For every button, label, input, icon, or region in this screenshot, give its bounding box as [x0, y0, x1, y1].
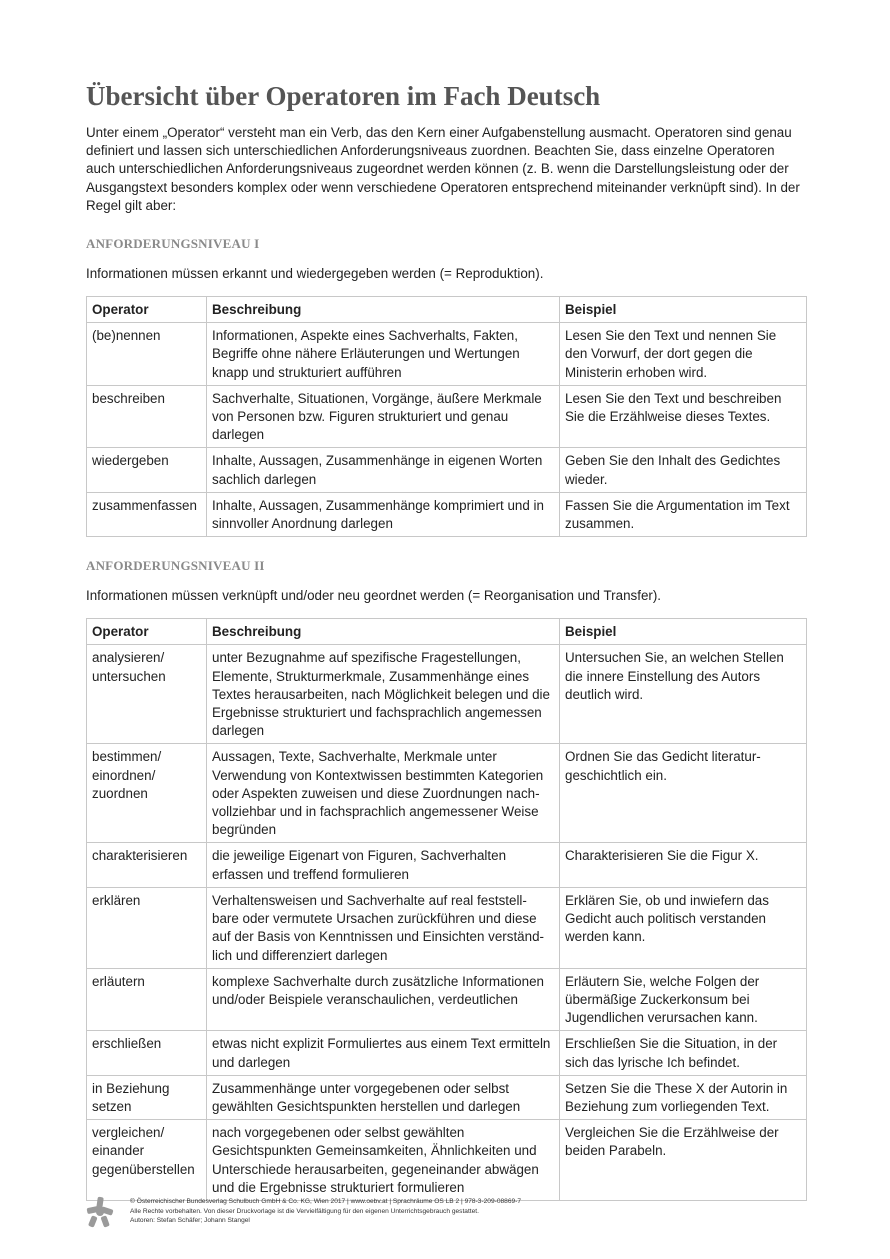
footer-text — [130, 1197, 521, 1226]
table-header-row — [87, 619, 807, 645]
description-cell: komplexe Sachverhalte durch zusätzliche Informationen und/oder Beispiele veranschaulichen, verdeutlichen — [207, 968, 560, 1031]
level2-lead: Informationen müssen verknüpft und/oder neu geordnet werden (= Reorganisation und Transfer). — [86, 588, 662, 604]
table-row — [87, 448, 807, 492]
description-cell: Inhalte, Aussagen, Zusammenhänge komprimiert und in sinnvoller Anordnung darlegen — [207, 492, 560, 536]
example-cell: Charakterisieren Sie die Figur X. — [560, 843, 807, 887]
example-cell: Untersuchen Sie, an welchen Stellen die innere Einstellung des Autors deutlich wird. — [560, 645, 807, 744]
header-operator: Operator — [87, 619, 207, 645]
table-row — [87, 645, 807, 744]
description-cell: unter Bezugnahme auf spezifische Fragestellungen, Elemente, Strukturmerkmale, Zusammenhänge eines Textes herausarbeiten, nach Möglichkeit belegen und die Ergebnisse strukturiert und fachsprachlich angemessen darlegen — [207, 645, 560, 744]
description-cell: Verhaltensweisen und Sachverhalte auf real feststell- bare oder vermutete Ursachen zurückführen und diese auf der Basis von Kenntnissen und Einsichten verständ- lich und differenziert darlegen — [207, 887, 560, 968]
operator-cell: erläutern — [87, 968, 207, 1031]
operator-cell: charakterisieren — [87, 843, 207, 887]
header-example: Beispiel — [560, 619, 807, 645]
footer-authors: Autoren: Stefan Schäfer; Johann Stangel — [130, 1217, 250, 1225]
description-cell: etwas nicht explizit Formuliertes aus einem Text ermitteln und darlegen — [207, 1031, 560, 1075]
table-row — [87, 968, 807, 1031]
description-cell: Sachverhalte, Situationen, Vorgänge, äußere Merkmale von Personen bzw. Figuren strukturiert und genau darlegen — [207, 385, 560, 448]
table-row — [87, 1031, 807, 1075]
table-row — [87, 744, 807, 843]
operator-cell: beschreiben — [87, 385, 207, 448]
page-footer — [86, 1196, 806, 1232]
header-example: Beispiel — [560, 297, 807, 323]
operator-cell: wiedergeben — [87, 448, 207, 492]
operator-cell: erschließen — [87, 1031, 207, 1075]
operator-cell: analysieren/ untersuchen — [87, 645, 207, 744]
description-cell: nach vorgegebenen oder selbst gewählten Gesichtspunkten Gemeinsamkeiten, Ähnlichkeiten und Unterschiede herausarbeiten, gegeneinander abwägen und die Ergebnisse strukturiert formulieren — [207, 1120, 560, 1201]
description-cell: Zusammenhänge unter vorgegebenen oder selbst gewählten Gesichtspunkten herstellen und darlegen — [207, 1075, 560, 1119]
example-cell: Erläutern Sie, welche Folgen der übermäßige Zuckerkonsum bei Jugendlichen verursachen kann. — [560, 968, 807, 1031]
example-cell: Fassen Sie die Argumentation im Text zusammen. — [560, 492, 807, 536]
table-row — [87, 843, 807, 887]
table-row — [87, 887, 807, 968]
level2-heading: ANFORDERUNGSNIVEAU II — [86, 558, 265, 574]
table-row — [87, 1120, 807, 1201]
level1-table — [86, 296, 807, 537]
header-operator: Operator — [87, 297, 207, 323]
table-row — [87, 1075, 807, 1119]
example-cell: Lesen Sie den Text und nennen Sie den Vorwurf, der dort gegen die Ministerin erhoben wird. — [560, 323, 807, 386]
example-cell: Geben Sie den Inhalt des Gedichtes wieder. — [560, 448, 807, 492]
level2-table — [86, 618, 807, 1201]
example-cell: Erschließen Sie die Situation, in der sich das lyrische Ich befindet. — [560, 1031, 807, 1075]
operator-cell: zusammenfassen — [87, 492, 207, 536]
example-cell: Lesen Sie den Text und beschreiben Sie die Erzählweise dieses Textes. — [560, 385, 807, 448]
footer-rights: Alle Rechte vorbehalten. Von dieser Druckvorlage ist die Vervielfältigung für den eigenen Unterrichtsgebrauch gestattet. — [130, 1207, 479, 1215]
oebv-logo-icon — [86, 1196, 114, 1228]
table-header-row — [87, 297, 807, 323]
description-cell: Aussagen, Texte, Sachverhalte, Merkmale unter Verwendung von Kontextwissen bestimmten Kategorien oder Aspekten zuweisen und diese Zuordnungen nach- vollziehbar und in fachsprachlich angemessener Weise begründen — [207, 744, 560, 843]
description-cell: Inhalte, Aussagen, Zusammenhänge in eigenen Worten sachlich darlegen — [207, 448, 560, 492]
operator-cell: in Beziehung setzen — [87, 1075, 207, 1119]
operator-cell: bestimmen/ einordnen/ zuordnen — [87, 744, 207, 843]
example-cell: Setzen Sie die These X der Autorin in Beziehung zum vorliegenden Text. — [560, 1075, 807, 1119]
description-cell: die jeweilige Eigenart von Figuren, Sachverhalten erfassen und treffend formulieren — [207, 843, 560, 887]
example-cell: Ordnen Sie das Gedicht literatur- geschichtlich ein. — [560, 744, 807, 843]
page-title: Übersicht über Operatoren im Fach Deutsch — [86, 81, 601, 111]
operator-cell: erklären — [87, 887, 207, 968]
header-description: Beschreibung — [207, 297, 560, 323]
operator-cell: (be)nennen — [87, 323, 207, 386]
table-row — [87, 492, 807, 536]
example-cell: Erklären Sie, ob und inwiefern das Gedicht auch politisch verstanden werden kann. — [560, 887, 807, 968]
intro-paragraph: Unter einem „Operator“ versteht man ein Verb, das den Kern einer Aufgabenstellung ausmacht. Operatoren sind genau definiert und lassen sich unterschiedlichen Anforderungsniveaus zuordnen. Beachten Sie, dass einzelne Operatoren auch unterschiedlichen Anforderungsniveaus zugeordnet werden können (z. B. wenn die Darstellungsleistung oder der Ausgangstext besonders komplex oder wenn verschiedene Operatoren entsprechend miteinander verknüpft sind). In der Regel gilt aber: — [86, 125, 800, 213]
example-cell: Vergleichen Sie die Erzählweise der beiden Parabeln. — [560, 1120, 807, 1201]
table-row — [87, 323, 807, 386]
table-row — [87, 385, 807, 448]
document-page — [86, 78, 806, 1201]
operator-cell: vergleichen/ einander gegenüberstellen — [87, 1120, 207, 1201]
footer-copyright: © Österreichischer Bundesverlag Schulbuch GmbH & Co. KG, Wien 2017 | www.oebv.at | Sprachräume OS LB 2 | 978-3-209-08869-7 — [130, 1198, 522, 1205]
header-description: Beschreibung — [207, 619, 560, 645]
level1-heading: ANFORDERUNGSNIVEAU I — [86, 236, 260, 252]
level1-lead: Informationen müssen erkannt und wiedergegeben werden (= Reproduktion). — [86, 266, 544, 282]
description-cell: Informationen, Aspekte eines Sachverhalts, Fakten, Begriffe ohne nähere Erläuterungen und Wertungen knapp und strukturiert aufführen — [207, 323, 560, 386]
